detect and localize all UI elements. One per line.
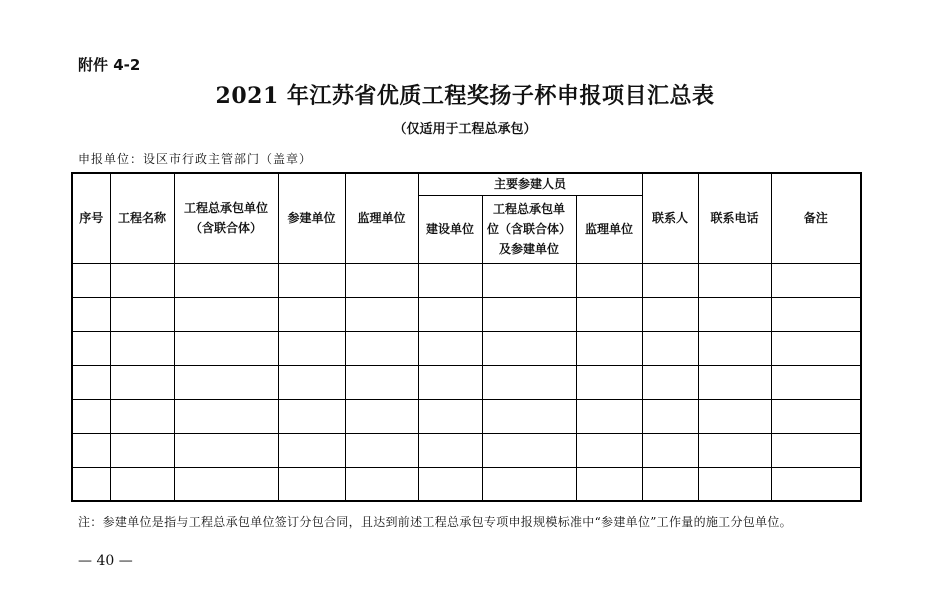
table-cell[interactable] <box>110 433 174 467</box>
page-number: — 40 — <box>78 553 133 569</box>
table-cell[interactable] <box>72 433 110 467</box>
table-row <box>72 365 861 399</box>
summary-table <box>71 172 862 502</box>
attachment-label: 附件 4-2 <box>78 56 141 74</box>
table-cell[interactable] <box>642 297 698 331</box>
table-cell[interactable] <box>174 365 278 399</box>
page-subtitle: （仅适用于工程总承包） <box>393 122 537 137</box>
table-cell[interactable] <box>174 399 278 433</box>
table-cell[interactable] <box>110 467 174 501</box>
col-group-header-key-personnel: 主要参建人员 <box>418 173 642 195</box>
table-cell[interactable] <box>698 467 771 501</box>
table-cell[interactable] <box>278 365 345 399</box>
table-cell[interactable] <box>174 263 278 297</box>
table-cell[interactable] <box>482 433 576 467</box>
col-header-sub-contractor-line2: 位（含联合体） <box>486 222 571 236</box>
table-row <box>72 399 861 433</box>
table-cell[interactable] <box>278 263 345 297</box>
col-header-project-name: 工程名称 <box>110 173 174 263</box>
table-cell[interactable] <box>418 467 482 501</box>
table-cell[interactable] <box>418 263 482 297</box>
table-cell[interactable] <box>482 297 576 331</box>
table-cell[interactable] <box>110 331 174 365</box>
table-cell[interactable] <box>576 365 642 399</box>
table-cell[interactable] <box>72 365 110 399</box>
page-title: 2021 年江苏省优质工程奖扬子杯申报项目汇总表 <box>215 83 715 109</box>
table-cell[interactable] <box>642 263 698 297</box>
table-cell[interactable] <box>698 433 771 467</box>
table-cell[interactable] <box>345 297 418 331</box>
table-cell[interactable] <box>278 467 345 501</box>
table-cell[interactable] <box>110 399 174 433</box>
col-header-sub-contractor <box>482 195 576 263</box>
table-cell[interactable] <box>698 263 771 297</box>
table-row <box>72 331 861 365</box>
col-header-sub-construction-unit: 建设单位 <box>418 195 482 263</box>
col-header-general-contractor-line1: 工程总承包单位 <box>183 201 268 216</box>
table-cell[interactable] <box>771 297 861 331</box>
table-cell[interactable] <box>771 263 861 297</box>
table-cell[interactable] <box>771 331 861 365</box>
table-cell[interactable] <box>642 467 698 501</box>
table-cell[interactable] <box>174 433 278 467</box>
col-header-contact: 联系人 <box>642 173 698 263</box>
table-cell[interactable] <box>698 399 771 433</box>
table-cell[interactable] <box>345 467 418 501</box>
table-row <box>72 467 861 501</box>
table-cell[interactable] <box>482 263 576 297</box>
table-cell[interactable] <box>72 467 110 501</box>
footnote: 注：参建单位是指与工程总承包单位签订分包合同，且达到前述工程总承包专项申报规模标准中“参建单位”工作量的施工分包单位。 <box>78 515 792 529</box>
col-header-supervising-unit: 监理单位 <box>345 173 418 263</box>
table-cell[interactable] <box>576 297 642 331</box>
table-cell[interactable] <box>698 331 771 365</box>
table-cell[interactable] <box>72 263 110 297</box>
col-header-phone: 联系电话 <box>698 173 771 263</box>
table-cell[interactable] <box>72 297 110 331</box>
table-cell[interactable] <box>642 433 698 467</box>
table-cell[interactable] <box>278 399 345 433</box>
table-cell[interactable] <box>345 399 418 433</box>
table-cell[interactable] <box>482 467 576 501</box>
table-header-row-1 <box>72 173 861 195</box>
table-cell[interactable] <box>110 365 174 399</box>
col-header-participating-unit: 参建单位 <box>278 173 345 263</box>
table-row <box>72 433 861 467</box>
table-cell[interactable] <box>418 297 482 331</box>
table-body <box>72 263 861 501</box>
col-header-sub-supervising-unit: 监理单位 <box>576 195 642 263</box>
table-cell[interactable] <box>174 331 278 365</box>
table-cell[interactable] <box>72 399 110 433</box>
table-cell[interactable] <box>771 399 861 433</box>
table-cell[interactable] <box>278 433 345 467</box>
applicant-unit-label: 申报单位：设区市行政主管部门（盖章） <box>78 152 313 166</box>
table-cell[interactable] <box>278 331 345 365</box>
table-cell[interactable] <box>72 331 110 365</box>
col-header-sub-contractor-line1: 工程总承包单 <box>492 202 565 216</box>
col-header-sub-contractor-line3: 及参建单位 <box>498 242 559 256</box>
table-cell[interactable] <box>345 365 418 399</box>
table-cell[interactable] <box>418 399 482 433</box>
table-cell[interactable] <box>418 365 482 399</box>
table-cell[interactable] <box>418 433 482 467</box>
table-cell[interactable] <box>345 433 418 467</box>
col-header-general-contractor-line2: （含联合体） <box>189 221 262 236</box>
table-cell[interactable] <box>576 331 642 365</box>
table-cell[interactable] <box>771 467 861 501</box>
table-cell[interactable] <box>576 263 642 297</box>
table-cell[interactable] <box>174 297 278 331</box>
table-cell[interactable] <box>771 433 861 467</box>
table-cell[interactable] <box>482 331 576 365</box>
table-cell[interactable] <box>698 365 771 399</box>
table-cell[interactable] <box>576 433 642 467</box>
table-cell[interactable] <box>642 399 698 433</box>
col-header-serial: 序号 <box>72 173 110 263</box>
table-cell[interactable] <box>576 399 642 433</box>
table-cell[interactable] <box>771 365 861 399</box>
table-cell[interactable] <box>642 365 698 399</box>
table-cell[interactable] <box>482 365 576 399</box>
table-cell[interactable] <box>110 297 174 331</box>
table-cell[interactable] <box>698 297 771 331</box>
col-header-remarks: 备注 <box>771 173 861 263</box>
table-cell[interactable] <box>345 331 418 365</box>
table-cell[interactable] <box>642 331 698 365</box>
table-cell[interactable] <box>345 263 418 297</box>
table-cell[interactable] <box>576 467 642 501</box>
table-cell[interactable] <box>174 467 278 501</box>
table-cell[interactable] <box>482 399 576 433</box>
table-row <box>72 297 861 331</box>
table-row <box>72 263 861 297</box>
col-header-general-contractor <box>174 173 278 263</box>
table-cell[interactable] <box>278 297 345 331</box>
table-cell[interactable] <box>110 263 174 297</box>
table-cell[interactable] <box>418 331 482 365</box>
